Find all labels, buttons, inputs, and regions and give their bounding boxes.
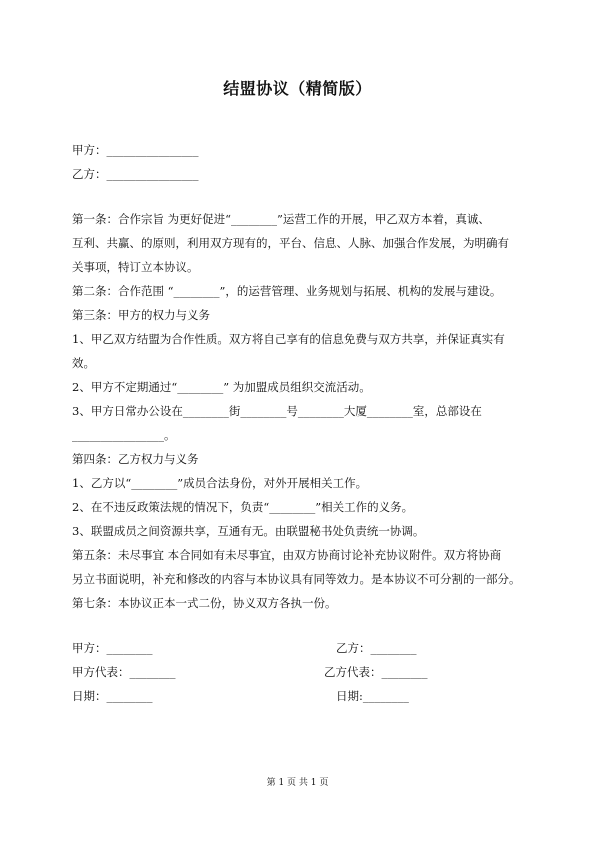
article-3-item-1-line-2: 效。 — [72, 356, 95, 370]
article-7-line-1: 第七条：本协议正本一式二份，协义双方各执一份。 — [72, 596, 337, 610]
page-footer: 第 1 页 共 1 页 — [266, 778, 329, 788]
article-1-line-1: 第一条：合作宗旨 为更好促进“________”运营工作的开展，甲乙双方本着，真诚、 — [72, 212, 490, 226]
article-4-item-1: 1、乙方以“________”成员合法身份，对外开展相关工作。 — [72, 476, 368, 490]
article-3-item-1-line-1: 1、甲乙双方结盟为合作性质。双方将自己享有的信息免费与双方共享，并保证真实有 — [72, 332, 505, 346]
date-party-b: 日期:________ — [336, 689, 409, 703]
signature-party-a: 甲方：________ — [72, 641, 153, 655]
party-b-line: 乙方：________________ — [72, 167, 199, 181]
date-party-a: 日期：________ — [72, 689, 153, 703]
article-5-line-2: 另立书面说明，补充和修改的内容与本协议具有同等效力。是本协议不可分割的一部分。 — [72, 572, 521, 586]
party-a-line: 甲方：________________ — [72, 143, 199, 157]
article-3-item-3-line-2: ________________。 — [72, 428, 176, 442]
article-1-line-2: 互利、共赢、的原则，利用双方现有的，平台、信息、人脉、加强合作发展，为明确有 — [72, 236, 509, 250]
article-4-item-2: 2、在不违反政策法规的情况下，负责“________”相关工作的义务。 — [72, 500, 414, 514]
article-3-heading: 第三条：甲方的权力与义务 — [72, 308, 210, 322]
signature-party-b: 乙方：________ — [336, 641, 417, 655]
article-3-item-3-line-1: 3、甲方日常办公设在________街________号________大厦________室，总部设在 — [72, 404, 482, 418]
article-4-heading: 第四条：乙方权力与义务 — [72, 452, 199, 466]
representative-party-b: 乙方代表：________ — [324, 665, 428, 679]
document-title: 结盟协议（精简版） — [223, 79, 372, 98]
article-3-item-2: 2、甲方不定期通过“________” 为加盟成员组织交流活动。 — [72, 380, 371, 394]
article-2-line-1: 第二条：合作范围 “________”，的运营管理、业务规划与拓展、机构的发展与建设。 — [72, 284, 502, 298]
representative-party-a: 甲方代表：________ — [72, 665, 176, 679]
article-4-item-3: 3、联盟成员之间资源共享，互通有无。由联盟秘书处负责统一协调。 — [72, 524, 425, 538]
article-1-line-3: 关事项，特订立本协议。 — [72, 260, 199, 274]
article-5-line-1: 第五条：未尽事宜 本合同如有未尽事宜，由双方协商讨论补充协议附件。双方将协商 — [72, 548, 502, 562]
